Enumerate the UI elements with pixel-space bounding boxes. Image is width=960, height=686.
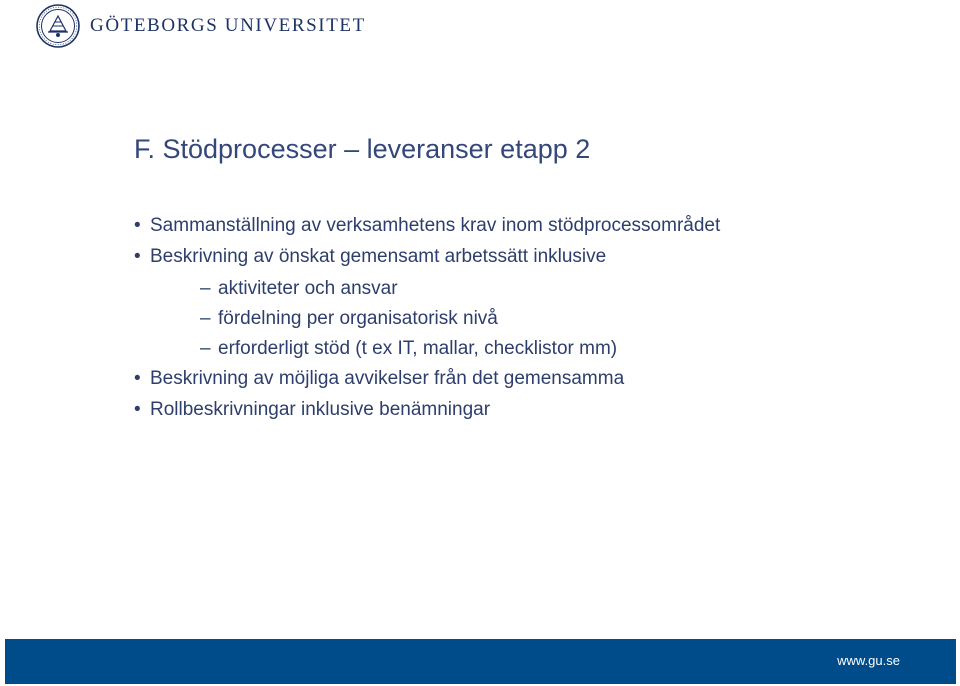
university-seal-icon (36, 4, 80, 48)
bullet-marker: • (134, 368, 141, 389)
footer-bar (5, 639, 956, 684)
list-item-text: aktiviteter och ansvar (218, 278, 398, 299)
list-item-text: Rollbeskrivningar inklusive benämningar (150, 399, 491, 420)
list-item-text: Beskrivning av möjliga avvikelser från det gemensamma (150, 368, 625, 389)
list-item (200, 338, 618, 360)
bullet-marker: • (134, 246, 141, 267)
university-name: GÖTEBORGS UNIVERSITET (90, 15, 366, 36)
list-item (200, 308, 498, 330)
header (36, 2, 366, 50)
list-item-text: Beskrivning av önskat gemensamt arbetssätt inklusive (150, 246, 607, 267)
dash-marker: – (200, 338, 211, 359)
bullet-marker: • (134, 399, 141, 420)
list-item (134, 399, 491, 421)
list-item (134, 246, 607, 268)
slide-title: F. Stödprocesser – leveranser etapp 2 (134, 134, 591, 164)
list-item (134, 215, 721, 237)
dash-marker: – (200, 308, 211, 329)
footer-url[interactable]: www.gu.se (837, 653, 900, 668)
list-item-text: erforderligt stöd (t ex IT, mallar, checklistor mm) (218, 338, 618, 359)
bullet-marker: • (134, 215, 141, 236)
list-item (134, 368, 625, 390)
list-item (200, 278, 398, 300)
list-item-text: fördelning per organisatorisk nivå (218, 308, 498, 329)
list-item-text: Sammanställning av verksamhetens krav inom stödprocessområdet (150, 215, 721, 236)
dash-marker: – (200, 278, 211, 299)
